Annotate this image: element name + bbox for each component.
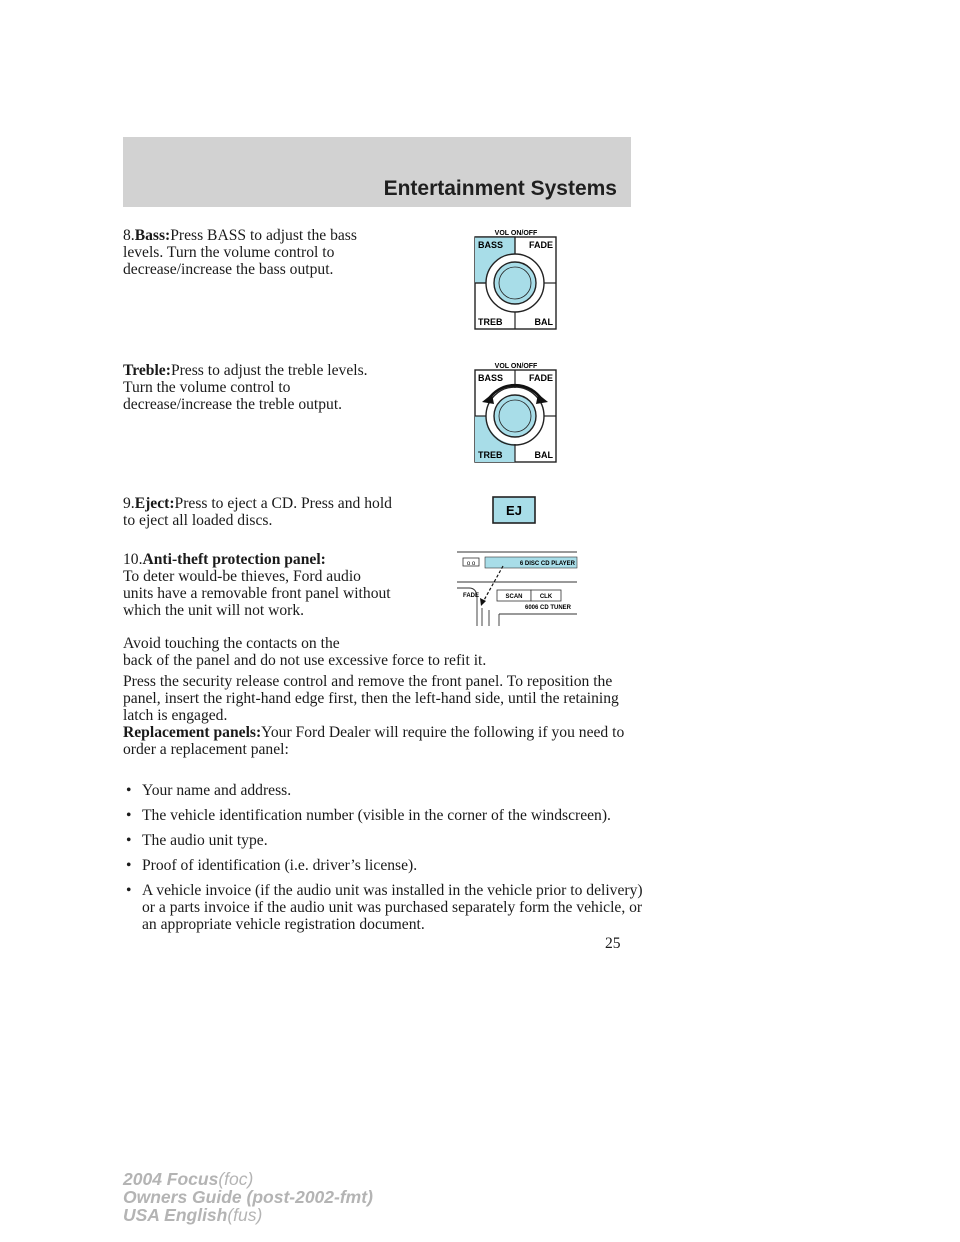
replacement-paragraph xyxy=(123,724,638,758)
footer xyxy=(123,1170,373,1224)
list-item: • The vehicle identification number (visible in the corner of the windscreen). xyxy=(123,807,643,824)
panel-scan-label: SCAN xyxy=(505,594,523,600)
treble-paragraph xyxy=(123,362,393,413)
panel-tuner-label: 6006 CD TUNER xyxy=(524,605,572,611)
avoid-paragraph xyxy=(123,635,638,669)
footer-model-code: (foc) xyxy=(218,1169,254,1189)
eject-text: Press to eject a CD. Press and hold to eject all loaded discs. xyxy=(123,495,392,529)
volume-knob xyxy=(494,262,536,304)
antitheft-panel-figure xyxy=(455,548,579,628)
list-item: • A vehicle invoice (if the audio unit was installed in the vehicle prior to delivery) or a parts invoice if the audio unit was purchased separately form the vehicle, or an appropriate vehicle registration document. xyxy=(123,882,643,933)
antitheft-term: Anti-theft protection panel: xyxy=(142,551,326,568)
replacement-text: Your Ford Dealer will require the following if you need to order a replacement panel: xyxy=(123,724,625,758)
avoid-line2: back of the panel and do not use excessive force to refit it. xyxy=(123,652,487,669)
footer-model: 2004 Focus xyxy=(123,1169,219,1189)
eject-term: Eject: xyxy=(134,495,175,512)
list-item: • Your name and address. xyxy=(123,782,643,799)
volume-knob xyxy=(494,395,536,437)
bass-text: Press BASS to adjust the bass levels. Turn the volume control to decrease/increase the bass output. xyxy=(123,227,357,278)
panel-fade-label: FADE xyxy=(463,593,480,599)
bass-knob-figure xyxy=(474,225,558,331)
footer-language: USA English xyxy=(123,1205,228,1225)
eject-label: EJ xyxy=(506,503,522,518)
avoid-line1: Avoid touching the contacts on the xyxy=(123,635,340,652)
list-item: • The audio unit type. xyxy=(123,832,643,849)
list-item: • Proof of identification (i.e. driver’s license). xyxy=(123,857,643,874)
antitheft-text: To deter would-be thieves, Ford audio units have a removable front panel without which the unit will not work. xyxy=(123,568,391,619)
header-band xyxy=(123,137,631,207)
vol-label: VOL ON/OFF xyxy=(494,363,538,370)
treble-knob-figure xyxy=(474,358,558,464)
eject-paragraph xyxy=(123,495,393,529)
panel-clk-label: CLK xyxy=(539,594,553,600)
antitheft-number: 10. xyxy=(123,551,143,568)
svg-text:o o: o o xyxy=(466,561,476,567)
footer-guide: Owners Guide (post-2002-fmt) xyxy=(123,1187,373,1207)
treble-term: Treble: xyxy=(123,362,171,379)
bass-paragraph xyxy=(123,227,393,278)
fade-label: FADE xyxy=(528,373,553,383)
page-title: Entertainment Systems xyxy=(383,177,617,200)
eject-number: 9. xyxy=(123,495,135,512)
treb-label: TREB xyxy=(478,450,503,460)
page-number: 25 xyxy=(605,935,621,952)
panel-player-label: 6 DISC CD PLAYER xyxy=(519,561,575,567)
bass-label: BASS xyxy=(478,240,504,250)
bass-term: Bass: xyxy=(134,227,171,244)
bal-label: BAL xyxy=(534,317,553,327)
bal-label: BAL xyxy=(534,450,553,460)
antitheft-paragraph xyxy=(123,551,393,619)
fade-label: FADE xyxy=(528,240,553,250)
treb-label: TREB xyxy=(478,317,503,327)
eject-button-figure xyxy=(492,496,536,524)
bass-label: BASS xyxy=(478,373,504,383)
replacement-term: Replacement panels: xyxy=(123,724,262,741)
replacement-list xyxy=(123,782,643,941)
vol-label: VOL ON/OFF xyxy=(494,230,538,237)
press-paragraph: Press the security release control and remove the front panel. To reposition the panel, insert the right-hand edge first, then the left-hand side, until the retaining latch is engaged. xyxy=(123,673,619,724)
footer-language-code: (fus) xyxy=(227,1205,263,1225)
treble-text: Press to adjust the treble levels. Turn the volume control to decrease/increase the treble output. xyxy=(123,362,368,413)
bass-number: 8. xyxy=(123,227,135,244)
